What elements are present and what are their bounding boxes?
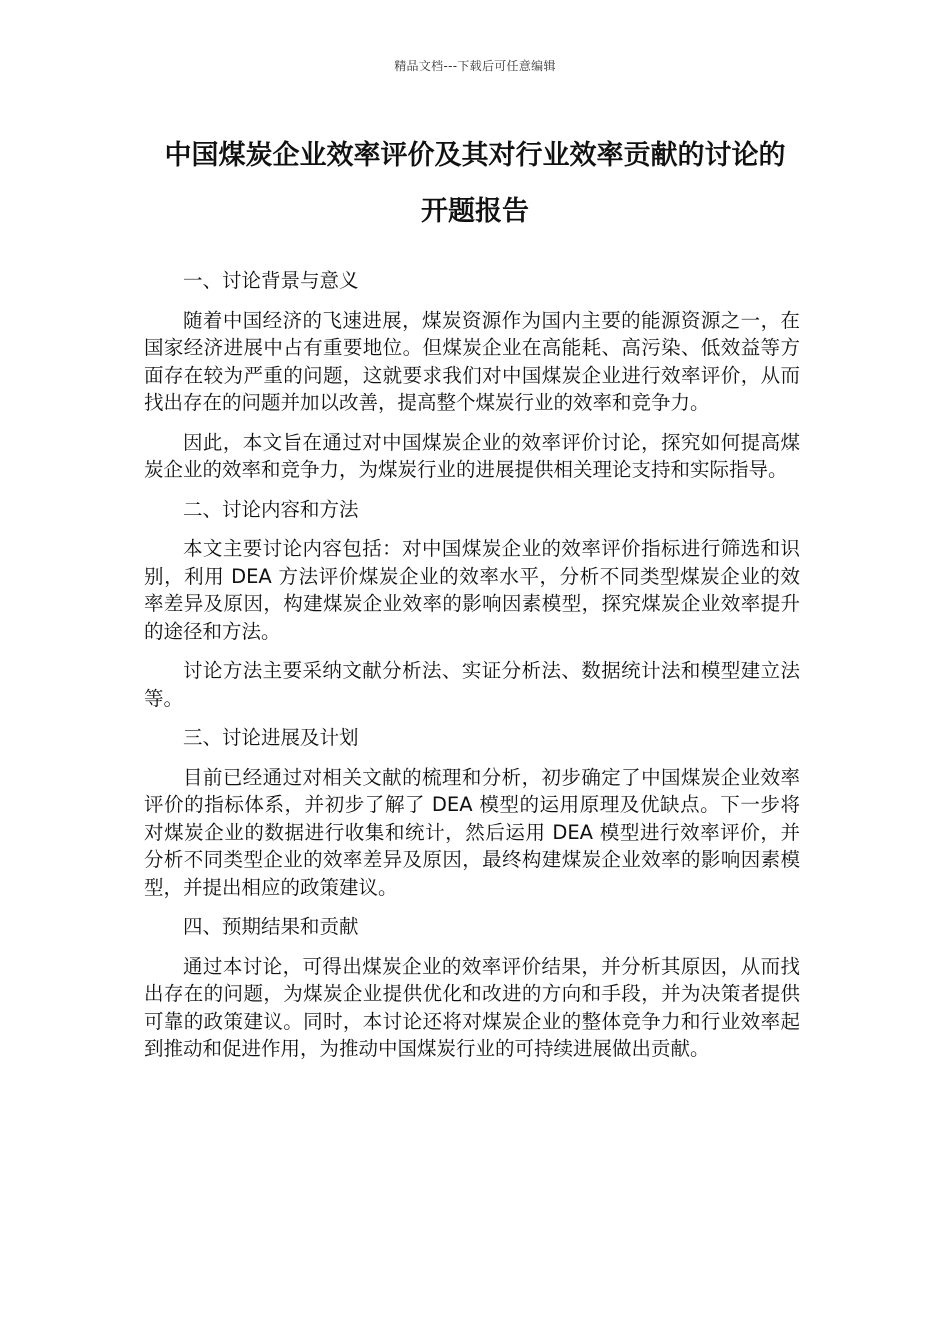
section-2-paragraph-1: 本文主要讨论内容包括：对中国煤炭企业的效率评价指标进行筛选和识别，利用 DEA 方法评价煤炭企业的效率水平，分析不同类型煤炭企业的效率差异及原因，构建煤炭企业效率的影响因素模型，探究煤炭企业效率提升的途径和方法。 — [144, 537, 800, 643]
section-3-paragraph-1: 目前已经通过对相关文献的梳理和分析，初步确定了中国煤炭企业效率评价的指标体系，并初步了解了 DEA 模型的运用原理及优缺点。下一步将对煤炭企业的数据进行收集和统计，然后运用 DEA 模型进行效率评价，并分析不同类型企业的效率差异及原因，最终构建煤炭企业效率的影响因素模型，并提出相应的政策建议。 — [144, 765, 800, 899]
section-heading-3: 三、讨论进展及计划 — [183, 726, 359, 749]
document-title-line-2: 开题报告 — [421, 196, 529, 227]
section-4-paragraph-1: 通过本讨论，可得出煤炭企业的效率评价结果，并分析其原因，从而找出存在的问题，为煤炭企业提供优化和改进的方向和手段，并为决策者提供可靠的政策建议。同时，本讨论还将对煤炭企业的整体竞争力和行业效率起到推动和促进作用，为推动中国煤炭行业的可持续进展做出贡献。 — [144, 954, 800, 1060]
section-heading-1: 一、讨论背景与意义 — [183, 269, 359, 292]
section-1-paragraph-1: 随着中国经济的飞速进展，煤炭资源作为国内主要的能源资源之一，在国家经济进展中占有重要地位。但煤炭企业在高能耗、高污染、低效益等方面存在较为严重的问题，这就要求我们对中国煤炭企业进行效率评价，从而找出存在的问题并加以改善，提高整个煤炭行业的效率和竞争力。 — [144, 308, 800, 414]
section-1-paragraph-2: 因此，本文旨在通过对中国煤炭企业的效率评价讨论，探究如何提高煤炭企业的效率和竞争力，为煤炭行业的进展提供相关理论支持和实际指导。 — [144, 430, 800, 481]
document-title-line-1: 中国煤炭企业效率评价及其对行业效率贡献的讨论的 — [164, 140, 786, 171]
section-heading-4: 四、预期结果和贡献 — [183, 915, 359, 938]
header-note: 精品文档---下载后可任意编辑 — [394, 59, 556, 73]
document-title — [120, 128, 830, 240]
section-heading-2: 二、讨论内容和方法 — [183, 497, 359, 521]
document-body — [144, 267, 800, 1075]
section-2-paragraph-2: 讨论方法主要采纳文献分析法、实证分析法、数据统计法和模型建立法等。 — [144, 659, 800, 710]
